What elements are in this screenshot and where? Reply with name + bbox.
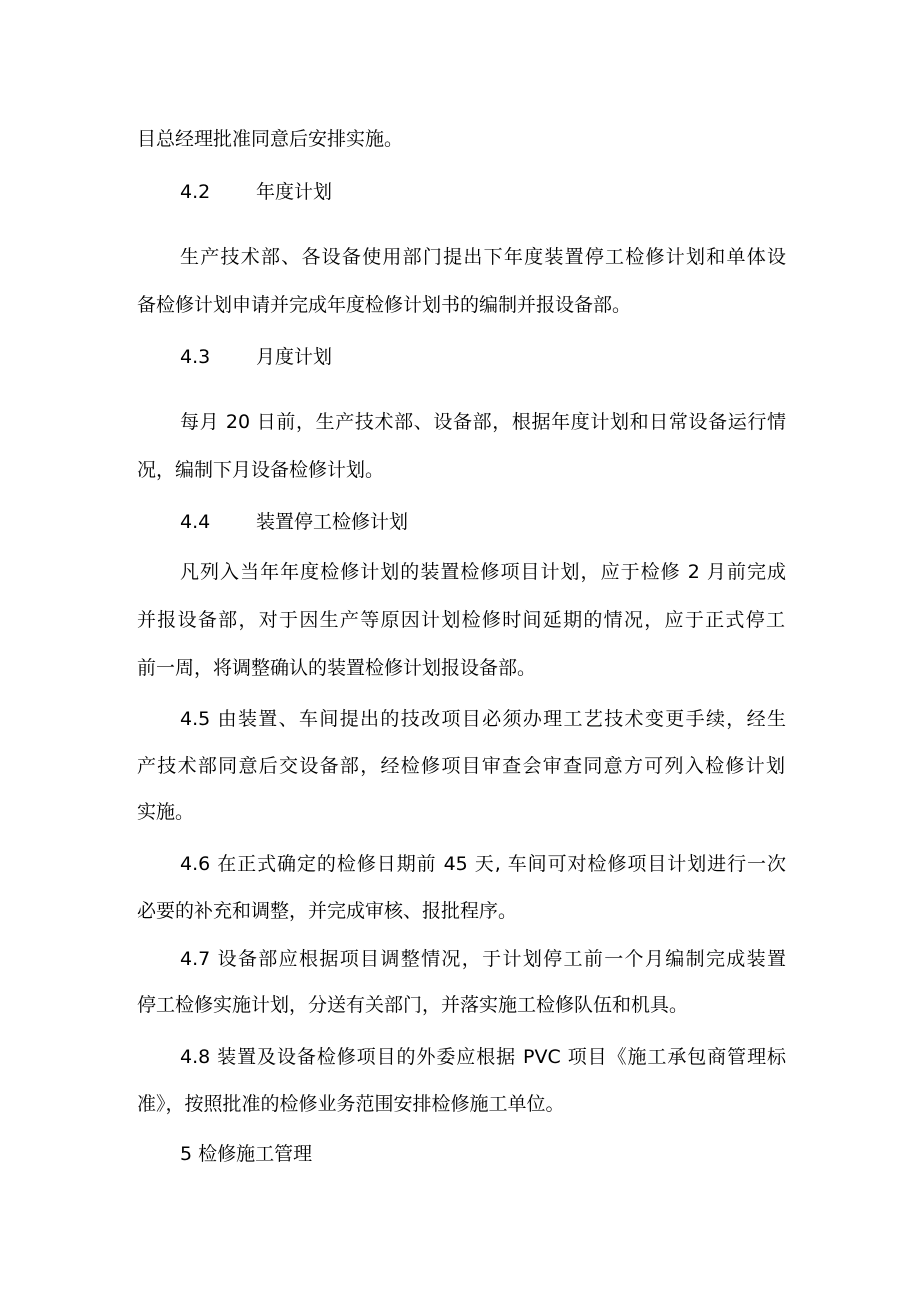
section-number: 4.4 [180,511,211,533]
paragraph-line: 4.6 在正式确定的检修日期前 45 天, 车间可对检修项目计划进行一次 [180,853,786,875]
section-number: 4.2 [180,181,211,203]
paragraph-line: 产技术部同意后交设备部，经检修项目审查会审查同意方可列入检修计划 [137,755,785,777]
paragraph-line: 备检修计划申请并完成年度检修计划书的编制并报设备部。 [137,294,632,316]
section-heading-4-2 [180,180,920,204]
paragraph-line: 4.5 由装置、车间提出的技改项目必须办理工艺技术变更手续，经生 [180,708,786,730]
section-title: 装置停工检修计划 [256,511,409,533]
paragraph-line: 4.8 装置及设备检修项目的外委应根据 PVC 项目《施工承包商管理标 [180,1046,786,1068]
paragraph-line: 4.7 设备部应根据项目调整情况，于计划停工前一个月编制完成装置 [180,948,786,970]
section-title: 年度计划 [256,181,333,203]
paragraph-line: 况，编制下月设备检修计划。 [137,459,385,481]
paragraph-line: 生产技术部、各设备使用部门提出下年度装置停工检修计划和单体设 [180,246,786,268]
paragraph-line: 必要的补充和调整，并完成审核、报批程序。 [137,900,518,922]
section-number: 4.3 [180,346,211,368]
paragraph-line: 目总经理批准同意后安排实施。 [137,128,404,150]
section-heading-4-3 [180,345,920,369]
paragraph-line: 并报设备部，对于因生产等原因计划检修时间延期的情况，应于正式停工 [137,609,785,631]
paragraph-line: 前一周，将调整确认的装置检修计划报设备部。 [137,657,537,679]
section-heading-5: 5 检修施工管理 [180,1143,313,1165]
paragraph-line: 凡列入当年年度检修计划的装置检修项目计划，应于检修 2 月前完成 [180,561,786,583]
paragraph-line: 实施。 [137,801,195,823]
paragraph-line: 停工检修实施计划，分送有关部门，并落实施工检修队伍和机具。 [137,994,689,1016]
paragraph-line: 准》，按照批准的检修业务范围安排检修施工单位。 [137,1093,565,1115]
section-title: 月度计划 [256,346,333,368]
paragraph-line: 每月 20 日前，生产技术部、设备部，根据年度计划和日常设备运行情 [180,411,786,433]
section-heading-4-4 [180,510,920,534]
